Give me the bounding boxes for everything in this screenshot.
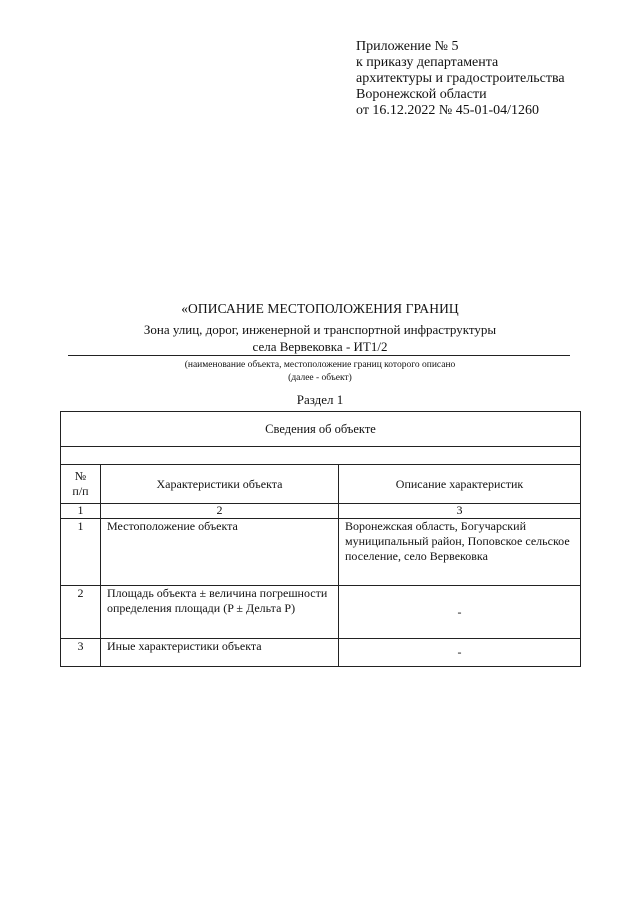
title-note-line-1: (наименование объекта, местоположение границ которого описано <box>184 360 456 370</box>
row-characteristic: Площадь объекта ± величина погрешности определения площади (P ± Дельта P) <box>101 586 339 639</box>
appendix-line: от 16.12.2022 № 45-01-04/1260 <box>356 103 540 118</box>
column-header-number-line-1: № <box>74 469 87 483</box>
table-row <box>61 519 581 586</box>
table-header: Сведения об объекте <box>61 412 581 447</box>
column-header-description: Описание характеристик <box>339 465 581 504</box>
table-empty-row <box>61 447 581 465</box>
column-index: 2 <box>101 504 339 519</box>
column-header-number-line-2: п/п <box>72 484 89 498</box>
table-row <box>61 586 581 639</box>
object-name-line-1: Зона улиц, дорог, инженерной и транспортной инфраструктуры <box>143 322 497 337</box>
appendix-line: Приложение № 5 <box>356 39 459 54</box>
row-description: - <box>339 586 581 639</box>
title-underline <box>68 355 570 356</box>
section-title: Раздел 1 <box>296 392 344 407</box>
document-title: «ОПИСАНИЕ МЕСТОПОЛОЖЕНИЯ ГРАНИЦ <box>181 301 459 316</box>
column-header-characteristics: Характеристики объекта <box>101 465 339 504</box>
table-row <box>61 639 581 667</box>
row-number: 2 <box>61 586 101 639</box>
appendix-line: архитектуры и градостроительства <box>356 71 565 86</box>
row-number: 3 <box>61 639 101 667</box>
row-characteristic: Местоположение объекта <box>101 519 339 586</box>
row-number: 1 <box>61 519 101 586</box>
column-index: 1 <box>61 504 101 519</box>
row-description: - <box>339 639 581 667</box>
appendix-line: к приказу департамента <box>356 55 499 70</box>
object-info-table <box>60 411 581 667</box>
row-characteristic: Иные характеристики объекта <box>101 639 339 667</box>
appendix-block <box>356 39 565 119</box>
object-name-line-2: села Вервековка - ИТ1/2 <box>252 339 388 354</box>
row-description: Воронежская область, Богучарский муниципальный район, Поповское сельское поселение, село Вервековка <box>339 519 581 586</box>
title-note <box>60 359 580 385</box>
column-header-number <box>61 465 101 504</box>
title-note-line-2: (далее - объект) <box>288 373 352 383</box>
column-index: 3 <box>339 504 581 519</box>
appendix-line: Воронежской области <box>356 87 487 102</box>
